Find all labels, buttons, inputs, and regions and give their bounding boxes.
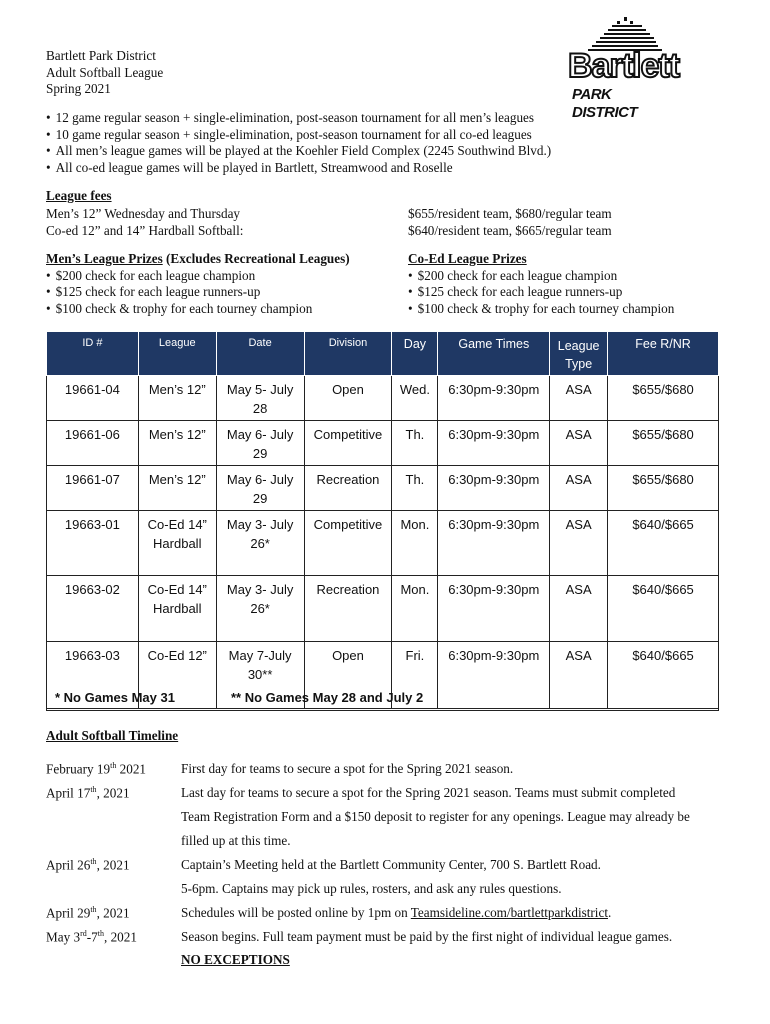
cell-date: May 3- July 26* [216, 576, 304, 642]
mens-prizes-note: (Excludes Recreational Leagues) [162, 251, 350, 266]
col-header: Game Times [438, 332, 550, 376]
col-header: Fee R/NR [608, 332, 719, 376]
season-name: Spring 2021 [46, 81, 111, 96]
cell-id: 19663-02 [47, 576, 139, 642]
coed-prizes-heading: Co-Ed League Prizes [408, 251, 527, 266]
timeline-date: April 29th, 2021 [46, 905, 130, 921]
table-row [47, 376, 719, 421]
cell-times: 6:30pm-9:30pm [438, 511, 550, 576]
timeline-date: February 19th 2021 [46, 761, 146, 777]
cell-division: Recreation [304, 466, 392, 511]
info-bullets [46, 110, 551, 176]
cell-times: 6:30pm-9:30pm [438, 376, 550, 421]
timeline-date: April 26th, 2021 [46, 857, 130, 873]
league-name: Adult Softball League [46, 64, 164, 80]
cell-times: 6:30pm-9:30pm [438, 576, 550, 642]
fees-heading: League fees [46, 188, 112, 203]
cell-type: ASA [550, 421, 608, 466]
list-item: • All men’s league games will be played at the Koehler Field Complex (2245 Southwind Blvd.) [46, 143, 551, 160]
cell-league: Men’s 12” [138, 421, 216, 466]
coed-prizes [408, 251, 674, 317]
cell-id: 19661-06 [47, 421, 139, 466]
cell-day: Mon. [392, 511, 438, 576]
cell-date: May 5- July 28 [216, 376, 304, 421]
col-header: Date [216, 332, 304, 376]
footnote-1: * No Games May 31 [55, 690, 175, 705]
cell-date: May 3- July 26* [216, 511, 304, 576]
cell-times: 6:30pm-9:30pm [438, 642, 550, 709]
col-header: Day [392, 332, 438, 376]
cell-id: 19661-04 [47, 376, 139, 421]
cell-day: Wed. [392, 376, 438, 421]
logo-subtitle: PARK DISTRICT [572, 86, 638, 121]
footnote-2: ** No Games May 28 and July 2 [231, 690, 424, 705]
list-item: • $125 check for each league runners-up [408, 284, 674, 301]
no-exceptions: NO EXCEPTIONS [181, 952, 290, 967]
logo-title: Bartlett [568, 47, 680, 85]
cell-type: ASA [550, 642, 608, 709]
schedule-table [46, 331, 719, 709]
table-row [47, 421, 719, 466]
cell-day: Th. [392, 466, 438, 511]
cell-times: 6:30pm-9:30pm [438, 421, 550, 466]
table-row [47, 576, 719, 642]
cell-date: May 6- July 29 [216, 466, 304, 511]
cell-fee: $655/$680 [608, 421, 719, 466]
cell-fee: $655/$680 [608, 376, 719, 421]
cell-fee: $640/$665 [608, 511, 719, 576]
timeline-text: Schedules will be posted online by 1pm on Teamsideline.com/bartlettparkdistrict. [181, 905, 612, 920]
cell-fee: $640/$665 [608, 642, 719, 709]
cell-id: 19663-01 [47, 511, 139, 576]
list-item: • $100 check & trophy for each tourney champion [408, 301, 674, 318]
timeline-date: May 3rd-7th, 2021 [46, 929, 137, 945]
cell-day: Th. [392, 421, 438, 466]
fees-labels [46, 206, 243, 239]
cell-day: Fri. [392, 642, 438, 709]
cell-division: Competitive [304, 421, 392, 466]
fee-price: $640/resident team, $665/regular team [408, 222, 612, 238]
cell-type: ASA [550, 511, 608, 576]
col-header: League [138, 332, 216, 376]
timeline-text: Captain’s Meeting held at the Bartlett Community Center, 700 S. Bartlett Road. 5-6pm. Captains may pick up rules, rosters, and ask any rules questions. [181, 857, 601, 896]
list-item: • $125 check for each league runners-up [46, 284, 350, 301]
table-footnotes [46, 688, 719, 711]
cell-division: Open [304, 642, 392, 709]
cell-id: 19661-07 [47, 466, 139, 511]
fee-label: Co-ed 12” and 14” Hardball Softball: [46, 222, 244, 238]
cell-day: Mon. [392, 576, 438, 642]
cell-type: ASA [550, 576, 608, 642]
table-row [47, 466, 719, 511]
list-item: • 10 game regular season + single-elimination, post-season tournament for all co-ed leagues [46, 127, 551, 144]
cell-division: Open [304, 376, 392, 421]
cell-division: Recreation [304, 576, 392, 642]
fees-prices [408, 206, 612, 239]
list-item: • $100 check & trophy for each tourney champion [46, 301, 350, 318]
header-block [46, 48, 163, 98]
cell-fee: $655/$680 [608, 466, 719, 511]
cell-league: Men’s 12” [138, 466, 216, 511]
cell-type: ASA [550, 466, 608, 511]
list-item: • All co-ed league games will be played in Bartlett, Streamwood and Roselle [46, 160, 551, 177]
cell-date: May 7-July 30** [216, 642, 304, 709]
teamsideline-link[interactable]: Teamsideline.com/bartlettparkdistrict [410, 905, 608, 920]
cell-league: Co-Ed 14” Hardball [138, 576, 216, 642]
mens-prizes-heading: Men’s League Prizes [46, 251, 163, 266]
bartlett-logo [568, 14, 680, 121]
cell-date: May 6- July 29 [216, 421, 304, 466]
mens-prizes [46, 251, 350, 317]
col-header: League Type [550, 332, 608, 376]
list-item: • $200 check for each league champion [408, 268, 674, 285]
cell-type: ASA [550, 376, 608, 421]
cell-league: Men’s 12” [138, 376, 216, 421]
cell-league: Co-Ed 12” [138, 642, 216, 709]
cell-division: Competitive [304, 511, 392, 576]
fee-label: Men’s 12” Wednesday and Thursday [46, 206, 241, 221]
timeline-text: Last day for teams to secure a spot for the Spring 2021 season. Teams must submit completed Team Registration Form and a $150 deposit to register for any openings. League may already be filled up at this time. [181, 785, 690, 848]
list-item: • 12 game regular season + single-elimination, post-season tournament for all men’s leagues [46, 110, 551, 127]
timeline-text: First day for teams to secure a spot for the Spring 2021 season. [181, 761, 514, 776]
table-row [47, 511, 719, 576]
timeline-heading: Adult Softball Timeline [46, 728, 179, 743]
col-header: ID # [47, 332, 139, 376]
cell-id: 19663-03 [47, 642, 139, 709]
cell-league: Co-Ed 14” Hardball [138, 511, 216, 576]
timeline-date: April 17th, 2021 [46, 785, 130, 801]
cell-times: 6:30pm-9:30pm [438, 466, 550, 511]
fee-price: $655/resident team, $680/regular team [408, 206, 612, 221]
list-item: • $200 check for each league champion [46, 268, 350, 285]
cell-fee: $640/$665 [608, 576, 719, 642]
col-header: Division [304, 332, 392, 376]
table-header-row [47, 332, 719, 376]
org-name: Bartlett Park District [46, 48, 156, 63]
timeline-text: Season begins. Full team payment must be paid by the first night of individual league games. [181, 929, 673, 944]
